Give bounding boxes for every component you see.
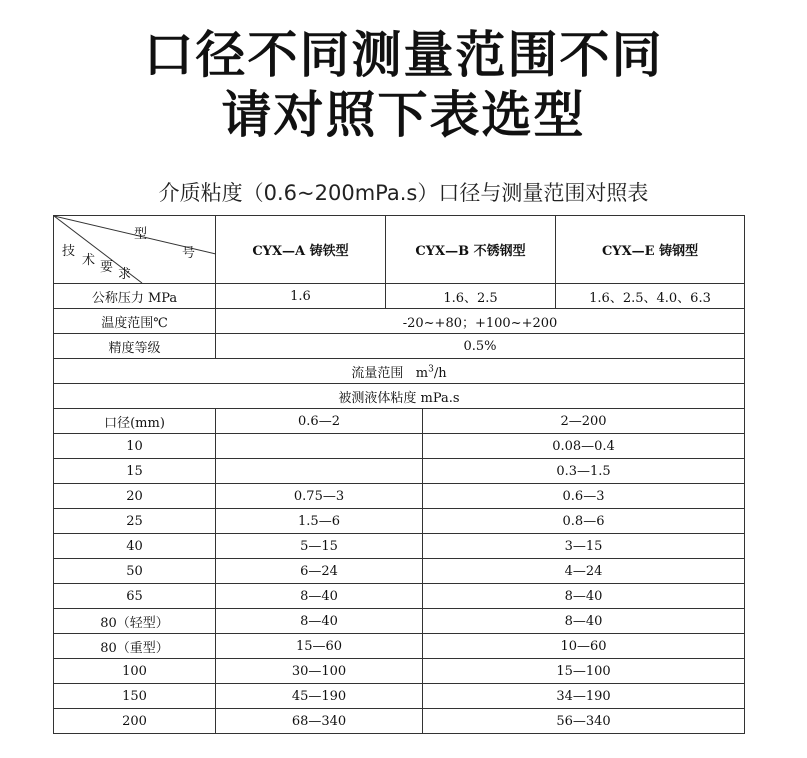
low-viscosity-range-cell: 5—15: [216, 534, 423, 559]
high-viscosity-range-cell: 34—190: [423, 684, 745, 709]
low-viscosity-range-cell: 8—40: [216, 609, 423, 634]
diameter-cell: 20: [54, 484, 216, 509]
low-viscosity-range-cell: 30—100: [216, 659, 423, 684]
temperature-row: [54, 309, 745, 334]
low-viscosity-range-cell: 45—190: [216, 684, 423, 709]
diameter-cell: 100: [54, 659, 216, 684]
table-row: [54, 609, 745, 634]
header-row: [54, 216, 745, 284]
model-b-header: CYX—B 不锈钢型: [386, 216, 556, 284]
diameter-cell: 10: [54, 434, 216, 459]
low-viscosity-range-cell: [216, 459, 423, 484]
diameter-cell: 40: [54, 534, 216, 559]
diameter-cell: 80（重型）: [54, 634, 216, 659]
diameter-cell: 80（轻型）: [54, 609, 216, 634]
high-viscosity-range-cell: 0.3—1.5: [423, 459, 745, 484]
corner-label-qiu: 求: [118, 267, 132, 282]
viscosity-header-row: [54, 384, 745, 409]
viscosity-header: 被测液体粘度 mPa.s: [54, 384, 745, 409]
spec-table: [53, 215, 745, 734]
table-row: [54, 559, 745, 584]
low-viscosity-range-cell: 68—340: [216, 709, 423, 734]
table-row: [54, 484, 745, 509]
table-row: [54, 584, 745, 609]
low-viscosity-range-cell: 6—24: [216, 559, 423, 584]
table-row: [54, 409, 745, 434]
pressure-label: 公称压力 MPa: [54, 284, 216, 309]
high-viscosity-range-cell: 8—40: [423, 584, 745, 609]
high-viscosity-range-cell: 0.08—0.4: [423, 434, 745, 459]
table-row: [54, 709, 745, 734]
high-viscosity-range-cell: 4—24: [423, 559, 745, 584]
diameter-cell: 200: [54, 709, 216, 734]
corner-label-hao: 号: [182, 246, 196, 261]
high-viscosity-range-cell: 10—60: [423, 634, 745, 659]
corner-header-cell: [54, 216, 216, 284]
corner-label-yao: 要: [100, 260, 114, 275]
table-row: [54, 534, 745, 559]
flow-unit: m: [415, 365, 429, 381]
page-title-line-1: 口径不同测量范围不同: [143, 26, 664, 84]
high-viscosity-range-cell: 0.6—3: [423, 484, 745, 509]
low-viscosity-range-cell: 15—60: [216, 634, 423, 659]
table-caption: 介质粘度（0.6~200mPa.s）口径与测量范围对照表: [158, 181, 649, 205]
table-row: [54, 659, 745, 684]
page-title-line-2: 请对照下表选型: [221, 86, 586, 144]
corner-label-xing: 型: [134, 227, 148, 242]
table-row: [54, 684, 745, 709]
diameter-cell: 25: [54, 509, 216, 534]
model-e-header: CYX—E 铸钢型: [556, 216, 745, 284]
table-row: [54, 509, 745, 534]
flow-label: 流量范围: [351, 365, 404, 381]
high-viscosity-range-cell: 0.8—6: [423, 509, 745, 534]
pressure-e: 1.6、2.5、4.0、6.3: [556, 284, 745, 309]
corner-label-shu: 术: [82, 253, 96, 268]
table-row: [54, 459, 745, 484]
accuracy-value: 0.5%: [216, 334, 745, 359]
temperature-label: 温度范围℃: [54, 309, 216, 334]
diameter-cell: 口径(mm): [54, 409, 216, 434]
pressure-row: [54, 284, 745, 309]
temperature-value: -20~+80；+100~+200: [216, 309, 745, 334]
low-viscosity-range-cell: 0.75—3: [216, 484, 423, 509]
low-viscosity-range-cell: [216, 434, 423, 459]
diameter-cell: 150: [54, 684, 216, 709]
low-viscosity-range-cell: 0.6—2: [216, 409, 423, 434]
table-row: [54, 634, 745, 659]
accuracy-row: [54, 334, 745, 359]
accuracy-label: 精度等级: [54, 334, 216, 359]
high-viscosity-range-cell: 2—200: [423, 409, 745, 434]
diameter-cell: 65: [54, 584, 216, 609]
high-viscosity-range-cell: 56—340: [423, 709, 745, 734]
diameter-cell: 15: [54, 459, 216, 484]
model-a-header: CYX—A 铸铁型: [216, 216, 386, 284]
flow-header-row: [54, 359, 745, 384]
flow-unit-tail: /h: [433, 365, 447, 381]
flow-header: [54, 359, 745, 384]
flow-unit-sup: 3: [428, 364, 434, 375]
pressure-b: 1.6、2.5: [386, 284, 556, 309]
diameter-cell: 50: [54, 559, 216, 584]
high-viscosity-range-cell: 8—40: [423, 609, 745, 634]
high-viscosity-range-cell: 15—100: [423, 659, 745, 684]
low-viscosity-range-cell: 1.5—6: [216, 509, 423, 534]
pressure-a: 1.6: [216, 284, 386, 309]
high-viscosity-range-cell: 3—15: [423, 534, 745, 559]
table-row: [54, 434, 745, 459]
corner-label-ji: 技: [62, 244, 76, 259]
low-viscosity-range-cell: 8—40: [216, 584, 423, 609]
